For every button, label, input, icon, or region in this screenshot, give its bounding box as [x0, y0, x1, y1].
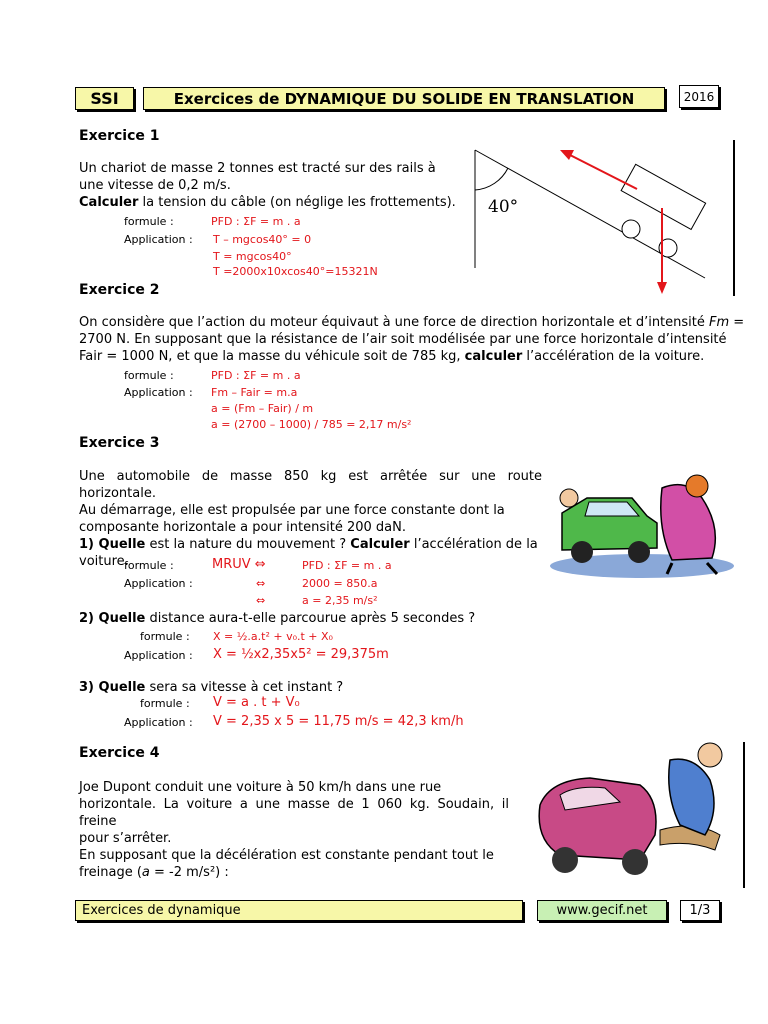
- subject-badge: [75, 87, 134, 110]
- ex3-q2-application: X = ½x2,35x5² = 29,375m: [213, 647, 389, 662]
- ex2-formule-label: formule :: [124, 369, 174, 382]
- page-title-box: [143, 87, 665, 110]
- ex3-q3-formule-label: formule :: [140, 697, 190, 710]
- ex2-line-2: 2700 N. En supposant que la résistance de l’air soit modélisée par une force horizontale d’intensité: [79, 332, 727, 347]
- braking-car-wheel-front: [552, 847, 578, 873]
- footer-site-link[interactable]: www.gecif.net: [556, 903, 648, 918]
- ex2-p1b: =: [729, 315, 745, 330]
- year-label: 2016: [683, 89, 715, 104]
- cart-wheel-rear: [622, 220, 640, 238]
- ex4-line-2: horizontale. La voiture a une masse de 1 060 kg. Soudain, il freine: [79, 797, 509, 829]
- exercise-4-title: Exercice 4: [79, 745, 160, 761]
- ex2-p3c: l’accélération de la voiture.: [522, 349, 705, 364]
- ex3-q1-rest: l’accélération de la: [409, 537, 538, 552]
- ex2-line-3: [79, 348, 747, 365]
- ex1-application-3: T =2000x10xcos40°=15321N: [213, 265, 378, 278]
- ex2-application-2: a = (Fm – Fair) / m: [211, 402, 314, 415]
- ex3-formule-label: formule :: [124, 559, 174, 572]
- car-pushing-cartoon: [547, 468, 747, 580]
- pushing-woman-head: [686, 475, 708, 497]
- ex4-p5c: = -2 m/s²) :: [149, 865, 229, 880]
- ex3-q2-label: 2) Quelle: [79, 611, 146, 626]
- angle-arc: [475, 168, 508, 190]
- ex2-application-label: Application :: [124, 386, 193, 399]
- ex3-mruv: MRUV ⇔: [212, 557, 266, 572]
- ex3-q1-calc: Calculer: [350, 537, 410, 552]
- ex3-question-2: [79, 610, 475, 627]
- ex1-calc-word: Calculer: [79, 195, 139, 210]
- footer-title-box: [75, 900, 523, 921]
- subject-label: SSI: [90, 89, 119, 108]
- ex2-application-1: Fm – Fair = m.a: [211, 386, 298, 399]
- ex3-line-1: Une automobile de masse 850 kg est arrêtée sur une route horizontale.: [79, 469, 542, 501]
- ex1-calc-rest: la tension du câble (on néglige les frottements).: [138, 195, 456, 210]
- ex3-line-2: Au démarrage, elle est propulsée par une force constante dont la: [79, 503, 505, 518]
- ex2-formule: PFD : ΣF = m . a: [211, 369, 301, 382]
- ex3-q2-application-label: Application :: [124, 649, 193, 662]
- ex1-line-3: [79, 194, 459, 211]
- ex3-line-5: voiture.: [79, 554, 129, 569]
- year-badge: [679, 85, 719, 108]
- driver-face: [698, 743, 722, 767]
- ex3-application-2: a = 2,35 m/s²: [302, 594, 378, 607]
- ex1-formule: PFD : ΣF = m . a: [211, 215, 301, 228]
- ex1-application-1: T – mgcos40° = 0: [213, 233, 312, 246]
- footer-site-box: [537, 900, 667, 921]
- ex3-formule: PFD : ΣF = m . a: [302, 559, 392, 572]
- braking-car-wheel-rear: [622, 849, 648, 875]
- exercise-2-statement: [79, 314, 747, 365]
- inclined-plane-diagram: [470, 138, 745, 298]
- footer-title: Exercices de dynamique: [82, 903, 241, 918]
- ex1-application-label: Application :: [124, 233, 193, 246]
- exercise-1-statement: [79, 160, 459, 211]
- exercise-4-statement: [79, 779, 509, 881]
- ex3-q3-formule: V = a . t + V₀: [213, 695, 300, 710]
- ex2-application-3: a = (2700 – 1000) / 785 = 2,17 m/s²: [211, 418, 412, 431]
- exercise-3-title: Exercice 3: [79, 435, 160, 451]
- ex3-q1-text: est la nature du mouvement ?: [145, 537, 351, 552]
- ex2-line-1: [79, 314, 747, 331]
- ex2-calc-word: calculer: [464, 349, 523, 364]
- ex1-line-1: Un chariot de masse 2 tonnes est tracté sur des rails à: [79, 161, 436, 176]
- ex3-question-1: [79, 536, 542, 553]
- ex3-q2-text: distance aura-t-elle parcourue après 5 secondes ?: [145, 611, 476, 626]
- ex3-line-3: composante horizontale a pour intensité 200 daN.: [79, 520, 406, 535]
- exercise-2-title: Exercice 2: [79, 282, 160, 298]
- ex3-arrow-1: ⇔: [256, 577, 266, 590]
- ex3-q3-application: V = 2,35 x 5 = 11,75 m/s = 42,3 km/h: [213, 714, 464, 729]
- ex3-q2-formule-label: formule :: [140, 630, 190, 643]
- ex3-q3-application-label: Application :: [124, 716, 193, 729]
- page-number: 1/3: [689, 903, 711, 918]
- page-title: Exercices de DYNAMIQUE DU SOLIDE EN TRANSLATION: [173, 89, 635, 108]
- ex2-p3a: Fair = 1000 N, et que la masse du véhicule soit de 785 kg,: [79, 349, 465, 364]
- ex3-q2-formule: X = ½.a.t² + v₀.t + X₀: [213, 630, 333, 643]
- ex1-application-2: T = mgcos40°: [213, 250, 292, 263]
- ex4-line-1: Joe Dupont conduit une voiture à 50 km/h dans une rue: [79, 780, 442, 795]
- ex2-fm: Fm: [709, 315, 730, 330]
- car-wheel-front: [571, 541, 593, 563]
- page-number-box: [680, 900, 720, 921]
- ex3-q3-label: 3) Quelle: [79, 680, 146, 695]
- ex3-application-label: Application :: [124, 577, 193, 590]
- driver-body: [669, 759, 714, 835]
- ex3-q1-label: 1) Quelle: [79, 537, 146, 552]
- pushing-woman-dress: [661, 485, 716, 560]
- weight-arrowhead: [657, 282, 667, 294]
- ex2-p1: On considère que l’action du moteur équivaut à une force de direction horizontale et d’intensité: [79, 315, 710, 330]
- exercise-1-title: Exercice 1: [79, 128, 160, 144]
- ex1-line-2: une vitesse de 0,2 m/s.: [79, 178, 231, 193]
- ex4-p5a: freinage (: [79, 865, 142, 880]
- exercise-3-statement: [79, 468, 542, 570]
- ex4-line-4: En supposant que la décélération est constante pendant tout le: [79, 848, 494, 863]
- driver-head: [560, 489, 578, 507]
- ex3-arrow-2: ⇔: [256, 594, 266, 607]
- car-wheel-rear: [628, 541, 650, 563]
- ex4-line-3: pour s’arrêter.: [79, 831, 172, 846]
- tension-arrow-line: [570, 155, 637, 189]
- ex3-question-3: [79, 679, 343, 696]
- braking-car-cartoon: [520, 740, 748, 890]
- ex1-formule-label: formule :: [124, 215, 174, 228]
- ex4-line-5: [79, 864, 509, 881]
- ex4-p5b: a: [141, 865, 150, 880]
- ex3-q3-text: sera sa vitesse à cet instant ?: [145, 680, 344, 695]
- angle-label: 40°: [488, 197, 519, 217]
- ex3-application-1: 2000 = 850.a: [302, 577, 378, 590]
- cart-icon: [621, 164, 706, 229]
